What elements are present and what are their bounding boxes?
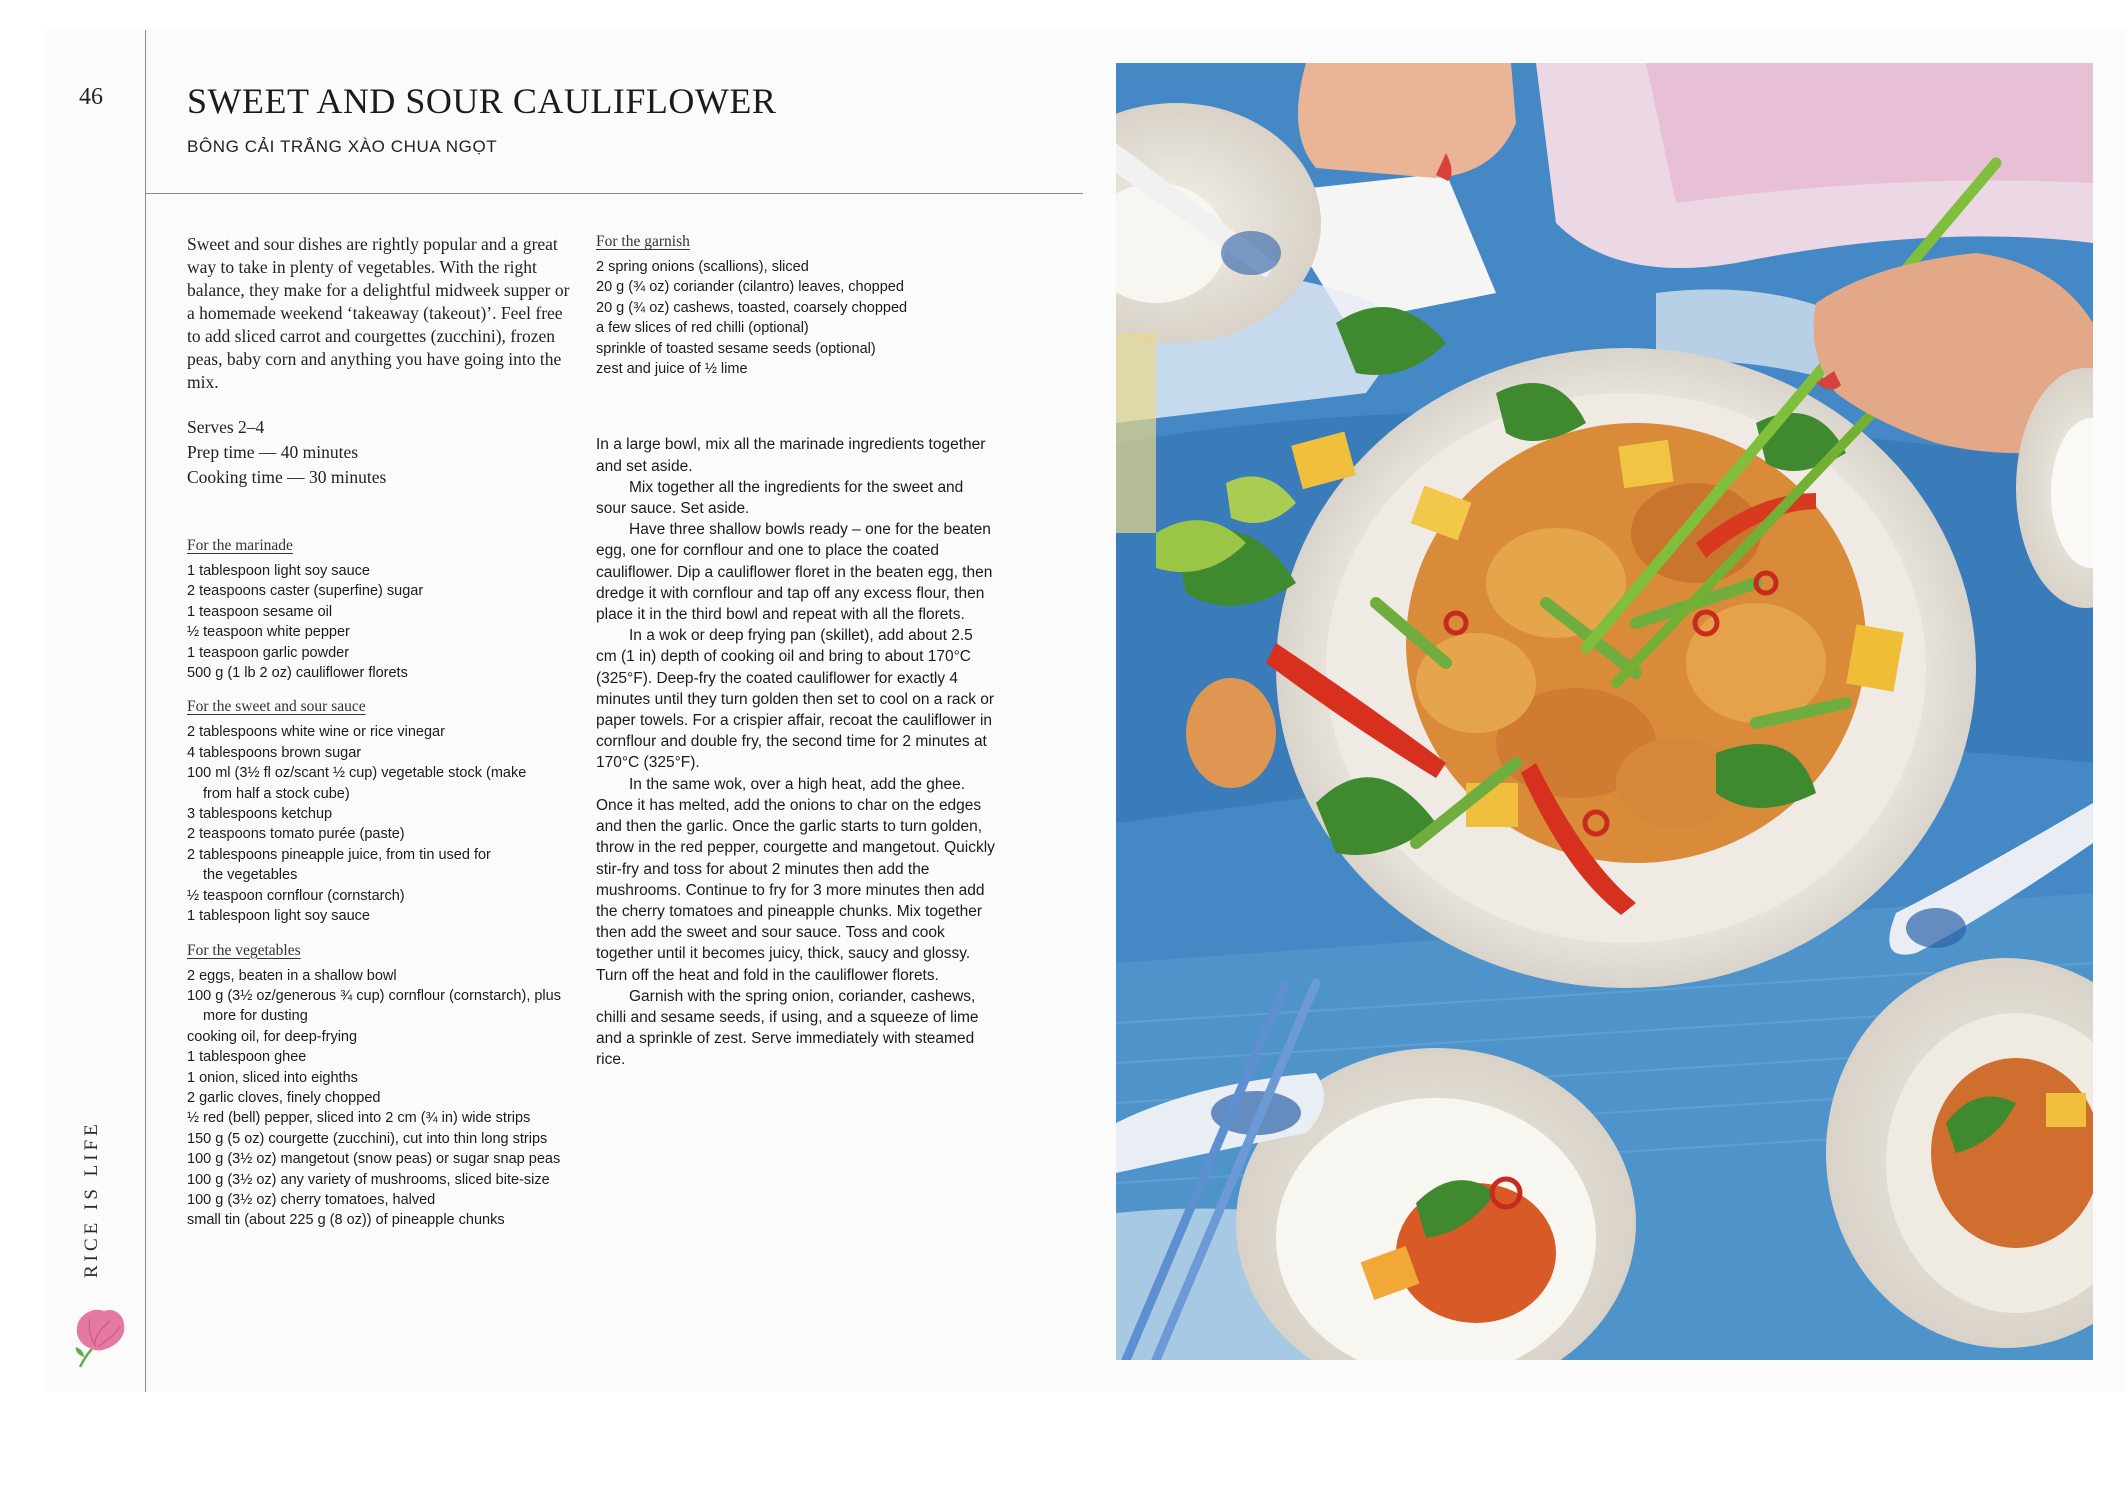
flower-icon (66, 1305, 128, 1373)
dish-photo (1116, 63, 2093, 1360)
method-paragraph: Mix together all the ingredients for the sweet and sour sauce. Set aside. (596, 478, 964, 518)
ingredient-item: ½ teaspoon cornflour (cornstarch) (187, 887, 405, 904)
sauce-heading: For the sweet and sour sauce (187, 698, 366, 716)
garnish-heading: For the garnish (596, 233, 690, 250)
ingredient-item: 2 garlic cloves, finely chopped (187, 1089, 381, 1106)
marinade-section (187, 537, 572, 683)
ingredient-item: sprinkle of toasted sesame seeds (optional) (596, 340, 876, 357)
ingredient-item: 1 teaspoon sesame oil (187, 603, 333, 620)
ingredient-item: ½ teaspoon white pepper (187, 624, 350, 641)
ingredient-item: 100 ml (3½ fl oz/scant ½ cup) vegetable stock (make from half a stock cube) (187, 765, 527, 802)
ingredient-item: 2 teaspoons caster (superfine) sugar (187, 583, 424, 600)
ingredient-item: cooking oil, for deep-frying (187, 1028, 358, 1045)
marinade-heading: For the marinade (187, 537, 293, 554)
ingredient-item: 20 g (¾ oz) cashews, toasted, coarsely chopped (596, 299, 908, 316)
ingredient-item: 100 g (3½ oz) cherry tomatoes, halved (187, 1191, 436, 1208)
method-paragraph: In the same wok, over a high heat, add the ghee. Once it has melted, add the onions to char on the edges and then the garlic. Once the garlic starts to turn golden, throw in the red pepper, courgette and mangetout. Quickly stir-fry and toss for about 2 minutes then add the mushrooms. Continue to fry for 3 more minutes then add the cherry tomatoes and pineapple chunks. Mix together then add the sweet and sour sauce. Toss and cook together until it becomes juicy, thick, saucy and glossy. Turn off the heat and fold in the cauliflower florets. (596, 775, 995, 984)
sauce-list (187, 722, 572, 926)
recipe-subtitle-vietnamese: BÔNG CẢI TRẮNG XÀO CHUA NGỌT (187, 137, 498, 156)
method-steps (596, 434, 996, 1070)
ingredient-item: 1 tablespoon light soy sauce (187, 563, 370, 579)
recipe-right-column (596, 233, 996, 1071)
margin-rule (145, 30, 146, 1392)
prep-time-text: Prep time — 40 minutes (187, 442, 359, 462)
cooking-time-text: Cooking time — 30 minutes (187, 467, 387, 487)
ingredient-item: 2 tablespoons white wine or rice vinegar (187, 724, 445, 741)
ingredient-item: 3 tablespoons ketchup (187, 806, 333, 823)
ingredient-item: 1 teaspoon garlic powder (187, 644, 350, 661)
ingredient-item: 150 g (5 oz) courgette (zucchini), cut into thin long strips (187, 1130, 548, 1147)
ingredient-item: 2 spring onions (scallions), sliced (596, 259, 809, 275)
ingredient-item: 1 tablespoon ghee (187, 1049, 307, 1066)
vegetables-section (187, 942, 572, 1231)
ingredient-item: 100 g (3½ oz/generous ¾ cup) cornflour (cornstarch), plus more for dusting (187, 987, 561, 1025)
ingredient-item: 100 g (3½ oz) mangetout (snow peas) or sugar snap peas (187, 1151, 561, 1168)
ingredient-item: a few slices of red chilli (optional) (596, 320, 809, 337)
page-number: 46 (79, 84, 103, 110)
ingredient-item: 2 eggs, beaten in a shallow bowl (187, 967, 397, 984)
header-rule (145, 193, 1083, 194)
ingredient-item: 2 teaspoons tomato purée (paste) (187, 826, 405, 843)
recipe-left-column (187, 233, 572, 1231)
chapter-side-label: RICE IS LIFE (81, 1120, 102, 1278)
recipe-title: SWEET AND SOUR CAULIFLOWER (187, 81, 777, 121)
sauce-section (187, 698, 572, 926)
recipe-meta (187, 415, 572, 490)
garnish-section (596, 233, 996, 379)
vegetables-heading: For the vegetables (187, 941, 301, 959)
ingredient-item: 1 tablespoon light soy sauce (187, 908, 370, 925)
method-paragraph: In a large bowl, mix all the marinade ingredients together and set aside. (596, 436, 986, 475)
recipe-intro: Sweet and sour dishes are rightly popular and a great way to take in plenty of vegetables. With the right balance, they make for a delightful midweek supper or a homemade weekend ‘takeaway (takeout)’. Feel free to add sliced carrot and courgettes (zucchini), frozen peas, baby corn and anything you have going into the mix. (187, 234, 570, 392)
ingredient-item: 100 g (3½ oz) any variety of mushrooms, sliced bite-size (187, 1171, 550, 1188)
ingredient-item: 1 onion, sliced into eighths (187, 1069, 358, 1086)
serves-text: Serves 2–4 (187, 417, 265, 437)
vegetables-list (187, 966, 572, 1231)
ingredient-item: ½ red (bell) pepper, sliced into 2 cm (¾ in) wide strips (187, 1110, 531, 1127)
marinade-list (187, 561, 572, 683)
ingredient-item: 4 tablespoons brown sugar (187, 744, 362, 761)
ingredient-item: zest and juice of ½ lime (596, 361, 748, 378)
method-paragraph: In a wok or deep frying pan (skillet), add about 2.5 cm (1 in) depth of cooking oil and bring to about 170°C (325°F). Deep-fry the coated cauliflower for exactly 4 minutes until they turn golden then set to cool on a rack or paper towels. For a crispier affair, recoat the cauliflower in cornflour and double fry, the second time for 2 minutes at 170°C (325°F). (596, 627, 995, 772)
garnish-list (596, 257, 996, 379)
method-paragraph: Garnish with the spring onion, coriander, cashews, chilli and sesame seeds, if using, and a squeeze of lime and a sprinkle of zest. Serve immediately with steamed rice. (596, 987, 979, 1069)
ingredient-item: 20 g (¾ oz) coriander (cilantro) leaves, chopped (596, 279, 904, 296)
method-paragraph: Have three shallow bowls ready – one for the beaten egg, one for cornflour and one to place the coated cauliflower. Dip a cauliflower floret in the beaten egg, then dredge it with cornflour and tap off any excess flour, then place it in the third bowl and repeat with all the florets. (596, 521, 993, 624)
ingredient-item: 2 tablespoons pineapple juice, from tin used for the vegetables (187, 846, 491, 884)
ingredient-item: 500 g (1 lb 2 oz) cauliflower florets (187, 665, 408, 682)
ingredient-item: small tin (about 225 g (8 oz)) of pineapple chunks (187, 1212, 505, 1229)
